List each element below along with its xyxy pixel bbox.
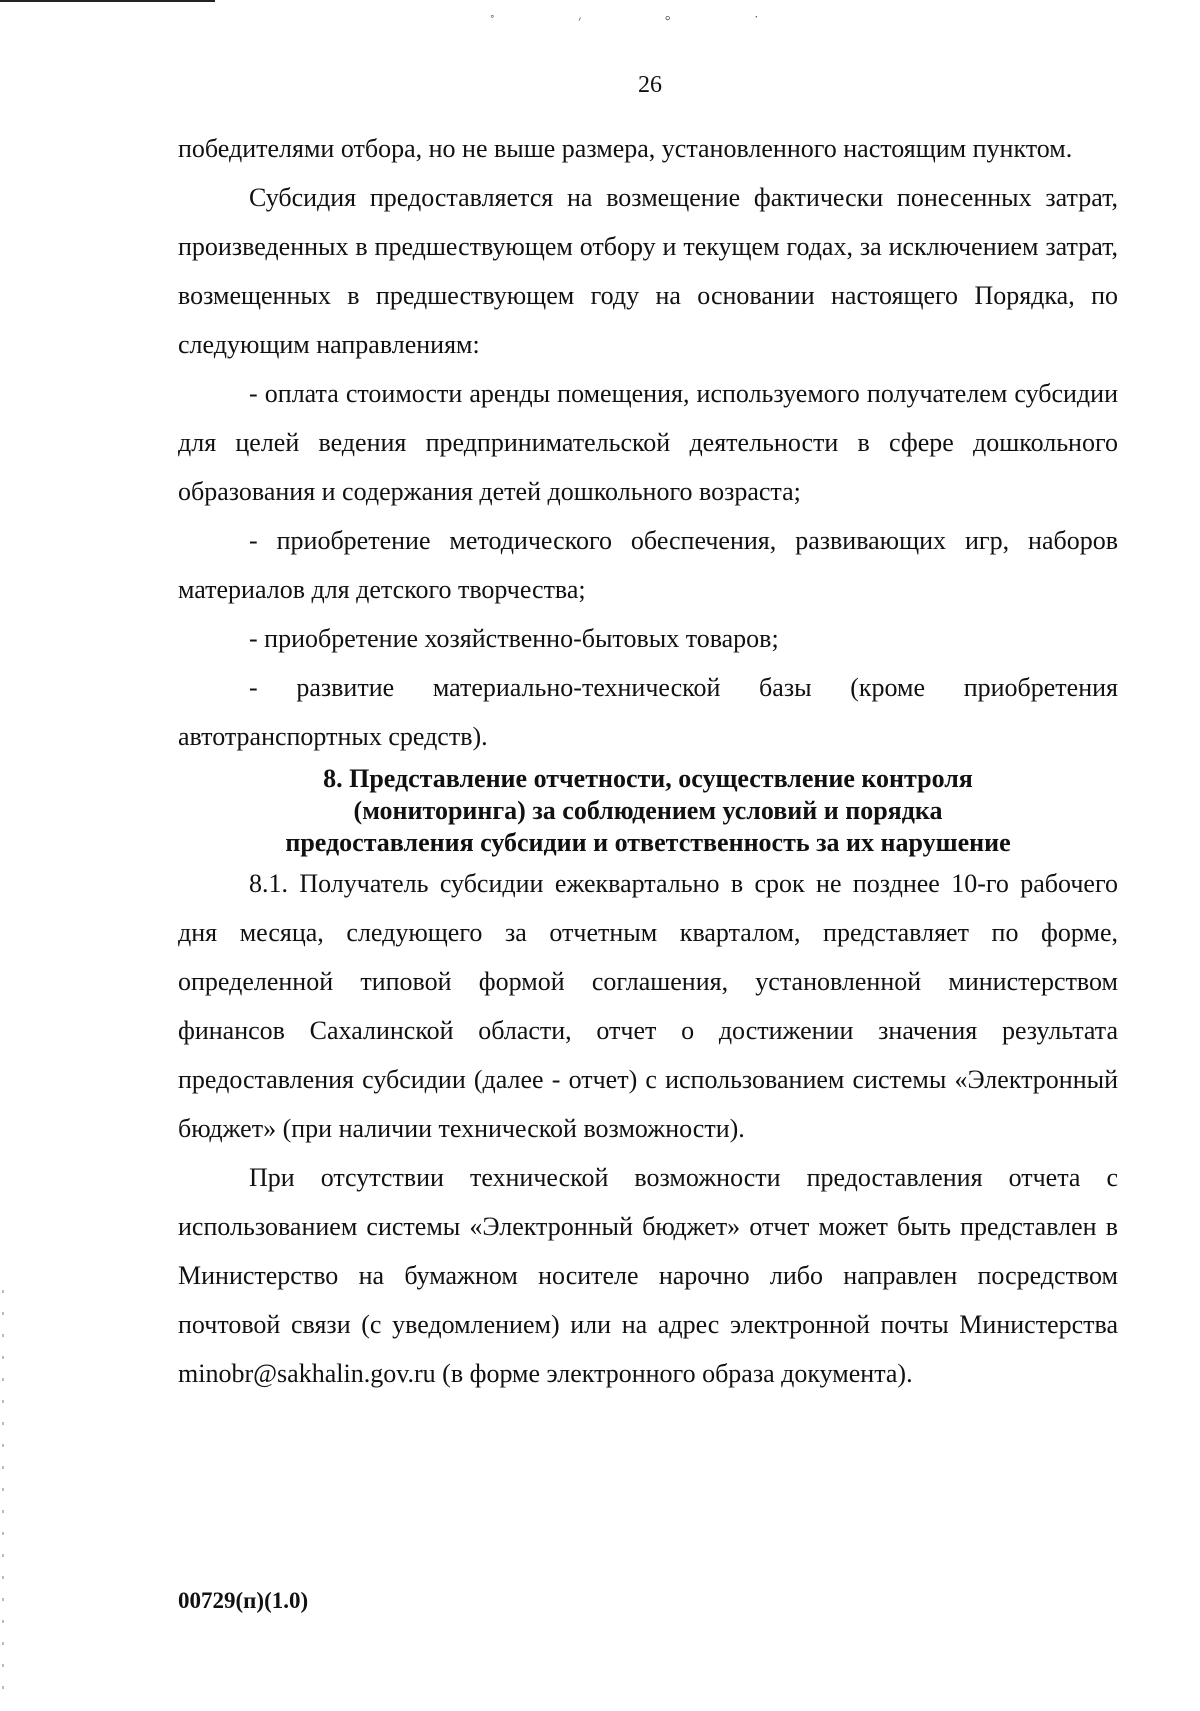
paragraph-subsidy-purpose: Субсидия предоставляется на возмещение фактически понесенных затрат, произведенных в предшествующем отбору и текущем годах, за исключением затрат, возмещенных в предшествующем году на основании настоящего Порядка, по следующим направлениям: bbox=[178, 183, 1118, 359]
scan-margin-marks bbox=[2, 1290, 4, 1690]
section-heading-line-2: (мониторинга) за соблюдением условий и порядка bbox=[353, 796, 943, 825]
document-body bbox=[178, 124, 1118, 1398]
list-item-material-base: - развитие материально-технической базы (кроме приобретения автотранспортных средств). bbox=[178, 673, 1118, 751]
section-heading-line-1: 8. Представление отчетности, осуществление контроля bbox=[323, 764, 973, 793]
paragraph-continuation: победителями отбора, но не выше размера, установленного настоящим пунктом. bbox=[178, 134, 1073, 163]
list-item-household-goods: - приобретение хозяйственно-бытовых товаров; bbox=[249, 624, 779, 653]
document-code: 00729(п)(1.0) bbox=[178, 1588, 309, 1613]
scan-top-edge-line bbox=[0, 0, 215, 2]
list-item-rent: - оплата стоимости аренды помещения, используемого получателем субсидии для целей ведения предпринимательской деятельности в сфере дошкольного образования и содержания детей дошкольного возраста; bbox=[178, 379, 1118, 506]
section-heading-line-3: предоставления субсидии и ответственность за их нарушение bbox=[285, 828, 1011, 857]
section-heading bbox=[178, 763, 1118, 859]
scan-specks: ˚ ׳ ° ˙ bbox=[490, 14, 799, 29]
list-item-methodical-supply: - приобретение методического обеспечения, развивающих игр, наборов материалов для детского творчества; bbox=[178, 526, 1118, 604]
paragraph-8-1: 8.1. Получатель субсидии ежеквартально в срок не позднее 10-го рабочего дня месяца, следующего за отчетным кварталом, представляет по форме, определенной типовой формой соглашения, установленной министерством финансов Сахалинской области, отчет о достижении значения результата предоставления субсидии (далее - отчет) с использованием системы «Электронный бюджет» (при наличии технической возможности). bbox=[178, 869, 1118, 1143]
page-number: 26 bbox=[638, 72, 662, 98]
paragraph-paper-report: При отсутствии технической возможности предоставления отчета с использованием системы «Электронный бюджет» отчет может быть представлен в Министерство на бумажном носителе нарочно либо направлен посредством почтовой связи (с уведомлением) или на адрес электронной почты Министерства minobr@sakhalin.gov.ru (в форме электронного образа документа). bbox=[178, 1163, 1118, 1388]
